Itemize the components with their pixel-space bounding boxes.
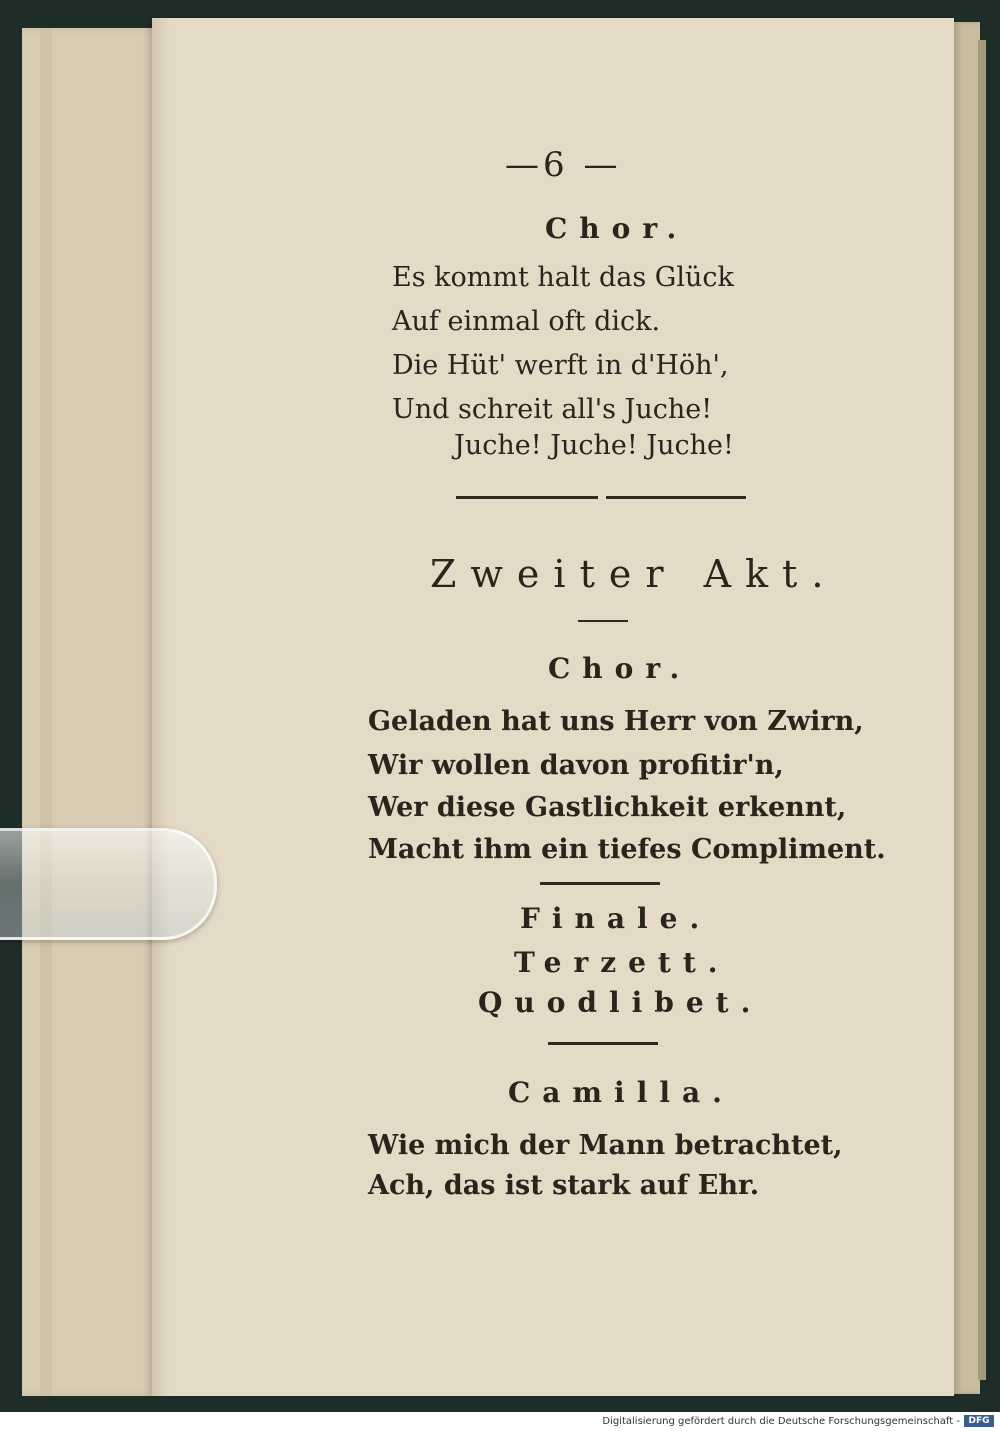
divider-rule [606,496,746,499]
act-title: Zweiter Akt. [430,552,838,596]
verse-line: Und schreit all's Juche! [392,394,713,425]
terzett-heading: Terzett. [514,946,730,979]
verse-line: Wer diese Gastlichkeit erkennt, [368,792,847,823]
page-stack-edge [954,22,980,1394]
quodlibet-heading: Quodlibet. [478,986,763,1019]
verse-line: Geladen hat uns Herr von Zwirn, [368,706,864,737]
binding-strip [40,28,52,1396]
verse-line: Macht ihm ein tiefes Compliment. [368,834,886,865]
footer-credit: Digitalisierung gefördert durch die Deutsche Forschungsgemeinschaft - [602,1416,960,1427]
divider-rule [540,882,660,885]
verse-line: Es kommt halt das Glück [392,262,734,293]
verse-line: Auf einmal oft dick. [392,306,661,337]
verse-line: Wie mich der Mann betrachtet, [368,1130,843,1161]
divider-rule [578,620,628,622]
page-number: —6 — [505,145,622,185]
page-stack-shadow [978,40,986,1380]
finale-heading: Finale. [520,902,712,935]
transparent-page-clip-icon [0,828,217,940]
divider-rule [456,496,598,499]
verse-line: Juche! Juche! Juche! [454,430,734,461]
camilla-heading: Camilla. [508,1076,734,1109]
chor-heading-1: Chor. [545,212,689,245]
verse-line: Wir wollen davon profitir'n, [368,750,784,781]
chor-heading-2: Chor. [548,652,692,685]
verse-line: Ach, das ist stark auf Ehr. [368,1170,760,1201]
verse-line: Die Hüt' werft in d'Höh', [392,350,729,381]
dfg-logo-icon: DFG [964,1415,994,1427]
divider-rule [548,1042,658,1045]
